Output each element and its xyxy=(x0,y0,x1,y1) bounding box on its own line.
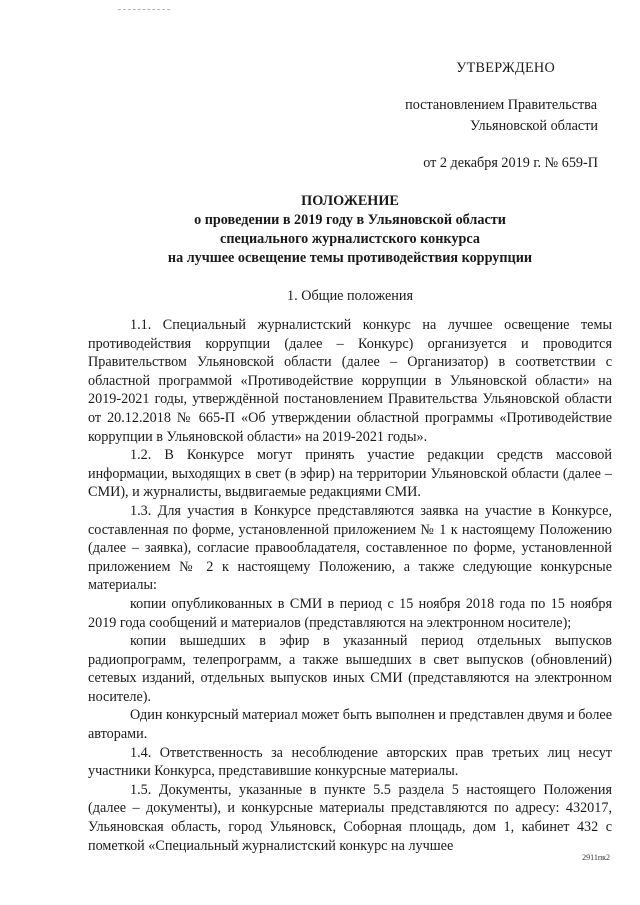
document-body xyxy=(88,316,612,855)
paragraph-1-4: 1.4. Ответственность за несоблюдение авторских прав третьих лиц несут участники Конкурса, представившие конкурсные материалы. xyxy=(88,744,612,780)
approval-line-resolution: постановлением Правительства xyxy=(405,97,597,113)
scan-artifact-line xyxy=(118,9,170,10)
paragraph-1-3: 1.3. Для участия в Конкурсе представляются заявка на участие в Конкурсе, составленная по форме, установленной приложением № 1 к настоящему Положению (далее – заявка), согласие правообладателя, составленное по форме, установленной приложением № 2 к настоящему Положению, а также следующие конкурсные материалы: xyxy=(88,502,612,594)
paragraph-broadcast-copies: копии вышедших в эфир в указанный период отдельных выпусков радиопрограмм, телепрограмм, а также вышедших в свет выпусков (обновлений) сетевых изданий, отдельных выпусков иных СМИ (представляются на электронном носителе). xyxy=(88,633,612,705)
approval-stamp-block xyxy=(338,58,598,174)
paragraph-1-2: 1.2. В Конкурсе могут принять участие редакции средств массовой информации, выходящих в свет (в эфир) на территории Ульяновской области (далее – СМИ), и журналисты, выдвигаемые редакциями СМИ. xyxy=(88,447,612,501)
heading-line-3: специального журналистского конкурса xyxy=(220,231,480,247)
heading-line-1: ПОЛОЖЕНИЕ xyxy=(301,193,399,209)
paragraph-1-1: 1.1. Специальный журналистский конкурс на лучшее освещение темы противодействия коррупции (далее – Конкурс) организуется и проводится Правительством Ульяновской области (далее – Организатор) в соответствии с областной программой «Противодействие коррупции в Ульяновской области» на 2019-2021 годы, утверждённой постановлением Правительства Ульяновской области от 20.12.2018 № 665-П «Об утверждении областной программы «Противодействие коррупции в Ульяновской области» на 2019-2021 годы». xyxy=(88,317,612,445)
approval-line-date: от 2 декабря 2019 г. № 659-П xyxy=(423,155,598,171)
heading-line-2: о проведении в 2019 году в Ульяновской области xyxy=(194,212,506,228)
document-heading xyxy=(100,192,600,268)
footer-code: 2911пк2 xyxy=(582,853,610,862)
section-title: 1. Общие положения xyxy=(287,288,413,304)
paragraph-1-5: 1.5. Документы, указанные в пункте 5.5 раздела 5 настоящего Положения (далее – документы), и конкурсные материалы представляются по адресу: 432017, Ульяновская область, город Ульяновск, Соборная площадь, дом 1, кабинет 432 с пометкой «Специальный журналистский конкурс на лучшее xyxy=(88,781,612,854)
paragraph-materials-copies: копии опубликованных в СМИ в период с 15 ноября 2018 года по 15 ноября 2019 года сообщений и материалов (представляются на электронном носителе); xyxy=(88,595,612,631)
approval-line-region: Ульяновской области xyxy=(470,118,598,134)
approval-title: УТВЕРЖДЕНО xyxy=(456,60,555,76)
heading-line-4: на лучшее освещение темы противодействия коррупции xyxy=(167,250,533,266)
paragraph-coauthors: Один конкурсный материал может быть выполнен и представлен двумя и более авторами. xyxy=(88,707,613,743)
